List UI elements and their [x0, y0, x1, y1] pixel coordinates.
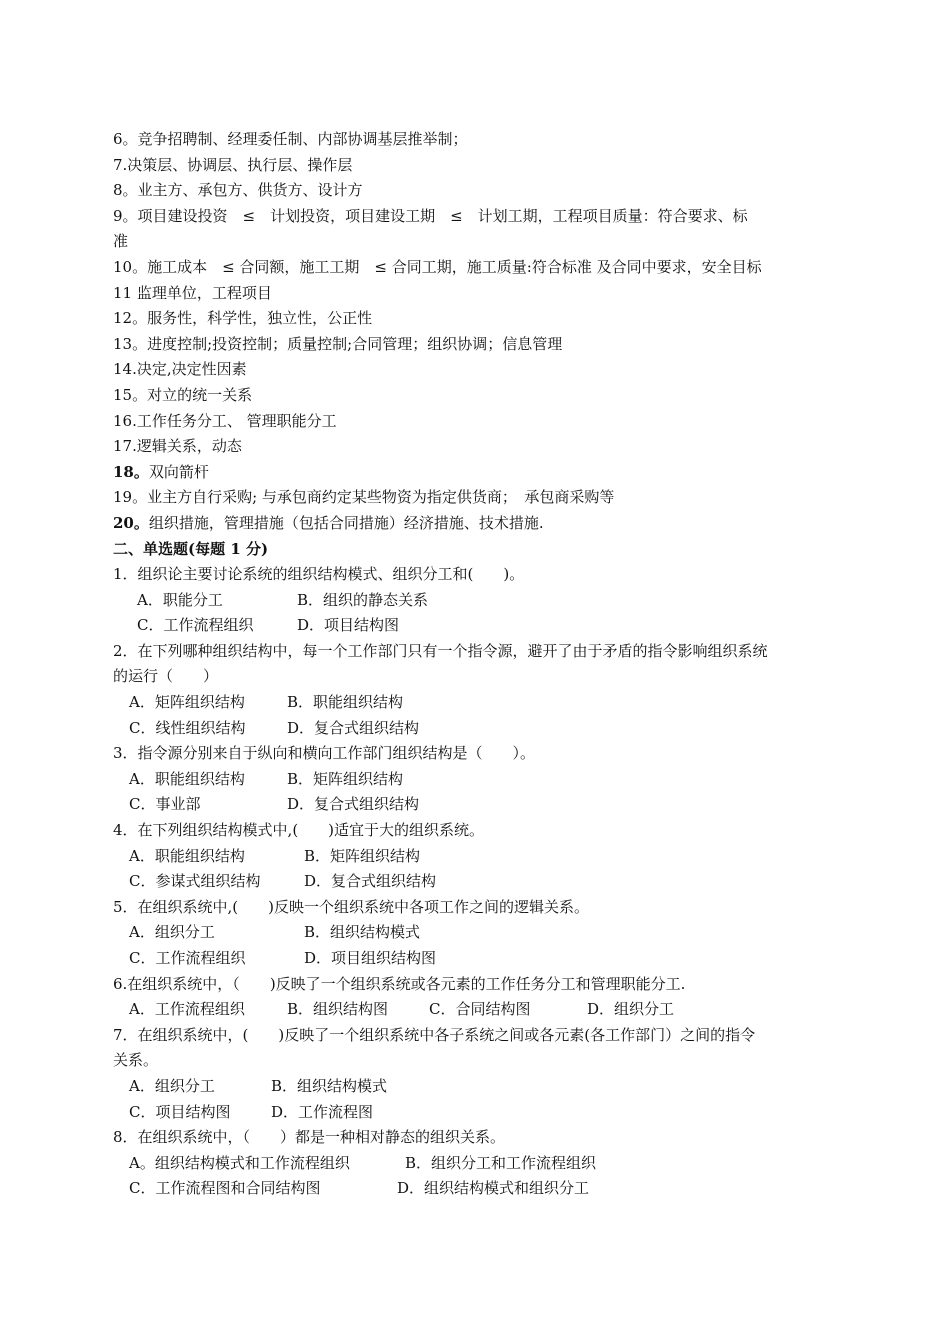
answer-text: 14.决定,决定性因素	[113, 360, 247, 379]
answer-text: 准	[113, 232, 129, 251]
option-row	[113, 1100, 843, 1126]
answer-option: D．项目组织结构图	[304, 949, 437, 967]
question-stem: 关系。	[113, 1051, 159, 1070]
option-row	[113, 613, 843, 639]
answer-option: D．复合式组织结构	[287, 795, 420, 814]
option-row	[113, 792, 843, 818]
answer-option: C．工作流程组织	[129, 949, 246, 967]
answer-text: 双向箭杆	[148, 462, 209, 481]
question-block	[113, 895, 843, 972]
answer-option: D．复合式组织结构	[304, 872, 437, 891]
question-block	[113, 1125, 843, 1202]
answer-text: 11 监理单位，工程项目	[113, 283, 272, 302]
option-row	[113, 767, 843, 793]
answer-option: C．项目结构图	[129, 1102, 231, 1121]
answer-line	[113, 127, 843, 153]
answer-option: C．工作流程图和合同结构图	[129, 1179, 321, 1198]
option-row	[113, 1074, 843, 1100]
answer-option: C．事业部	[129, 795, 201, 814]
answer-line	[113, 332, 843, 358]
answer-option: A．工作流程组织	[129, 1000, 245, 1019]
answer-text: 6。竞争招聘制、经理委任制、内部协调基层推举制；	[113, 130, 468, 148]
question-stem: 1．组织论主要讨论系统的组织结构模式、组织分工和( )。	[113, 565, 525, 584]
question-stem: 2．在下列哪种组织结构中，每一个工作部门只有一个指令源，避开了由于矛盾的指令影响组织系统	[113, 641, 768, 660]
question-stem: 5．在组织系统中,( )反映一个组织系统中各项工作之间的逻辑关系。	[113, 897, 590, 916]
question-block	[113, 972, 843, 1023]
answer-option: B．组织分工和工作流程组织	[405, 1153, 597, 1172]
option-row	[113, 844, 843, 870]
answer-line	[113, 204, 843, 230]
answer-text: 12。服务性，科学性，独立性，公正性	[113, 309, 373, 328]
answer-option: B．组织结构图	[287, 1000, 389, 1019]
answer-number: 20。	[113, 513, 149, 532]
option-row	[113, 588, 843, 614]
question-block	[113, 562, 843, 639]
answer-text: 8。业主方、承包方、供货方、设计方	[113, 181, 363, 200]
answer-text: 10。施工成本 ≤ 合同额，施工工期 ≤ 合同工期，施工质量:符合标准 及合同中要求，安全目标	[113, 257, 762, 276]
question-stem: 的运行（ ）	[113, 667, 219, 686]
answer-line	[113, 511, 843, 537]
answer-option: A．职能组织结构	[129, 769, 245, 788]
answer-option: C．工作流程组织	[137, 616, 254, 635]
answer-line	[113, 229, 843, 255]
question-block	[113, 741, 843, 818]
option-row	[113, 997, 843, 1023]
answer-option: D．复合式组织结构	[287, 718, 420, 737]
answer-option: A．组织分工	[129, 923, 215, 942]
question-stem: 7．在组织系统中，( )反映了一个组织系统中各子系统之间或各元素(各工作部门）之间的指令	[113, 1025, 756, 1044]
answer-option: C．参谋式组织结构	[129, 872, 261, 891]
answer-option: A．职能分工	[137, 590, 223, 609]
question-stem: 6.在组织系统中，（ )反映了一个组织系统或各元素的工作任务分工和管理职能分工.	[113, 974, 686, 993]
answer-option: C．合同结构图	[429, 1000, 531, 1019]
answer-text: 9。项目建设投资 ≤ 计划投资，项目建设工期 ≤ 计划工期，工程项目质量：符合要求、标	[113, 206, 748, 225]
answer-list	[113, 127, 843, 537]
answer-line	[113, 178, 843, 204]
question-block	[113, 818, 843, 895]
answer-line	[113, 485, 843, 511]
answer-line	[113, 255, 843, 281]
answer-text: 15。对立的统一关系	[113, 385, 253, 404]
answer-option: B．组织结构模式	[271, 1076, 388, 1095]
answer-line	[113, 383, 843, 409]
page-content	[113, 127, 843, 1202]
answer-option: D．工作流程图	[271, 1102, 374, 1121]
answer-line	[113, 434, 843, 460]
answer-option: A．职能组织结构	[129, 846, 245, 865]
answer-text: 17.逻辑关系，动态	[113, 437, 242, 456]
question-block	[113, 1023, 843, 1125]
option-row	[113, 946, 843, 972]
answer-line	[113, 460, 843, 486]
answer-line	[113, 357, 843, 383]
answer-line	[113, 153, 843, 179]
answer-number: 18。	[113, 462, 149, 481]
option-row	[113, 1151, 843, 1177]
answer-option: D．组织分工	[587, 1000, 675, 1019]
answer-option: A。组织结构模式和工作流程组织	[129, 1153, 350, 1172]
answer-option: B．职能组织结构	[287, 693, 404, 712]
answer-option: D．项目结构图	[297, 616, 400, 635]
answer-text: 7.决策层、协调层、执行层、操作层	[113, 155, 353, 174]
answer-option: A．矩阵组织结构	[129, 693, 245, 712]
answer-line	[113, 306, 843, 332]
option-row	[113, 920, 843, 946]
option-row	[113, 690, 843, 716]
answer-text: 组织措施，管理措施（包括合同措施）经济措施、技术措施.	[148, 513, 544, 532]
answer-line	[113, 409, 843, 435]
option-row	[113, 869, 843, 895]
answer-text: 16.工作任务分工、 管理职能分工	[113, 411, 337, 430]
answer-line	[113, 281, 843, 307]
answer-option: B．矩阵组织结构	[304, 846, 421, 865]
section-title: 二、单选题(每题 1 分)	[113, 539, 269, 558]
option-row	[113, 716, 843, 742]
question-stem: 3．指令源分别来自于纵向和横向工作部门组织结构是（ ）。	[113, 744, 536, 763]
answer-option: D．组织结构模式和组织分工	[397, 1179, 590, 1198]
question-stem: 8．在组织系统中，（ ）都是一种相对静态的组织关系。	[113, 1128, 506, 1147]
option-row	[113, 1176, 843, 1202]
answer-text: 19。业主方自行采购; 与承包商约定某些物资为指定供货商； 承包商采购等	[113, 488, 615, 507]
answer-option: B．组织结构模式	[304, 923, 421, 942]
question-list	[113, 562, 843, 1202]
answer-option: B．矩阵组织结构	[287, 769, 404, 788]
answer-option: C．线性组织结构	[129, 718, 246, 737]
question-stem: 4．在下列组织结构模式中,( )适宜于大的组织系统。	[113, 821, 485, 840]
answer-option: B．组织的静态关系	[297, 590, 429, 609]
answer-option: A．组织分工	[129, 1076, 215, 1095]
answer-text: 13。进度控制;投资控制；质量控制;合同管理；组织协调；信息管理	[113, 334, 563, 353]
question-block	[113, 639, 843, 741]
